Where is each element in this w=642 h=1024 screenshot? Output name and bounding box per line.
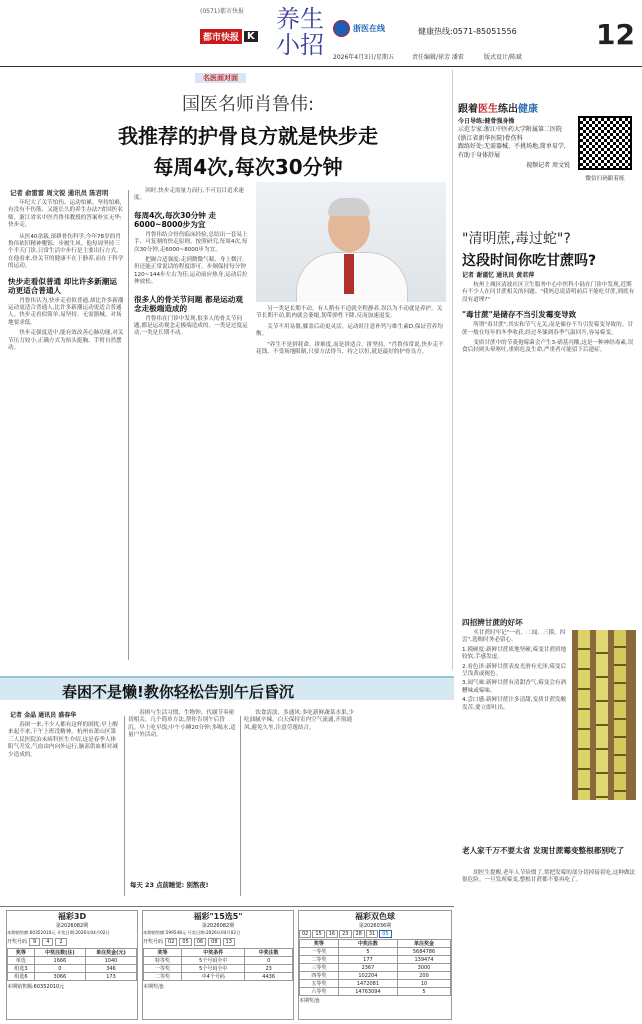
logo-k-icon: K — [244, 31, 258, 42]
paragraph: "养生不是拼耗命、拼难度,而是拼适合、拼坚持。"肖鲁伟常说,快步走不花钱、不受场地限制,只要方法得当、持之以恒,就是最好的护骨良方。 — [256, 341, 444, 356]
ball: 2 — [55, 938, 66, 946]
banner-prefix: 跟着 — [458, 104, 478, 115]
section-title-2: 小招 — [276, 31, 324, 59]
editors: 责任编辑/徐芳 潘雷 — [412, 54, 464, 61]
lottery-note: 本期奖池: — [299, 998, 321, 1004]
lottery-title: 福彩双色球 — [355, 912, 395, 921]
column-divider — [128, 190, 129, 660]
table-row: 二等奖 中4个号码 4436 — [144, 973, 293, 981]
article2-sub3: 老人家千万不要太省 发现甘蔗霉变整根都别吃了 — [462, 846, 625, 855]
lottery-box-ssq — [298, 910, 452, 1020]
tips-column — [462, 630, 568, 712]
table-row: 四等奖 102204 200 — [300, 972, 451, 980]
table-header: 奖等 — [8, 949, 35, 957]
masthead — [0, 0, 642, 68]
ball: 31 — [366, 930, 378, 938]
paragraph: 所谓"毒甘蔗",其实和节气无关,而是储存不当引发霉变导致的。甘蔗一般在每年的冬季收获,经过冬储到春季气温回升,容易霉变。 — [462, 322, 633, 336]
doctor-photo — [256, 182, 446, 302]
kicker: 名医面对面 — [195, 73, 246, 83]
table-row: 六等奖 14763094 5 — [300, 988, 451, 996]
winning-numbers: 开奖号码 02 05 06 08 13 — [143, 938, 293, 946]
sugarcane-photo — [572, 630, 636, 800]
page-number: 12 — [596, 18, 635, 51]
table-header: 单注奖金 — [398, 940, 451, 948]
intro-paragraph: 年纪大了关节怕伤、运动怕累、坚持怕难,有没有不伤筋、又能长久的养生办法?省国医名师、浙江省名中医肖鲁伟教授的答案朴实无华:快步走。 — [8, 200, 123, 229]
headline-line-2: 我推荐的护骨良方就是快步走 — [118, 124, 378, 148]
prize-table — [299, 939, 451, 996]
paragraph: 肖鲁伟在门诊中发现,很多人的骨关节问题,都是运动观念走极端造成的。一类是过度运动,一类是长期不动。 — [134, 315, 248, 337]
logo-block — [200, 6, 270, 50]
section-title — [276, 6, 324, 58]
table-row: 特等奖 5个号码全中 0 — [144, 957, 293, 965]
sidebar-lines — [458, 118, 570, 170]
paragraph: 把握合适强度:走到微微气喘、身上微汗,但还能正常说话的程度即可。步频保持每分钟120~144步左右为佳,运动前应热身,运动后拉伸放松。 — [134, 257, 248, 286]
article2-headline-2: 这段时间你吃甘蔗吗? — [462, 253, 597, 269]
masthead-rule — [0, 66, 642, 67]
subheading: 快步走看似普通 却比许多新潮运动更适合普通人 — [8, 276, 117, 295]
sugarcane-stalk — [614, 630, 626, 800]
paragraph: 变质甘蔗中的节菱孢霉菌会产生3-硝基丙酸,这是一种神经毒素,误食后轻则头晕呕吐,重则危及生命,严重者可能留下后遗症。 — [462, 340, 634, 354]
headline-line-3: 每周4次,每次30分钟 — [153, 155, 343, 179]
banner-health: 健康 — [518, 104, 538, 115]
table-row: 二等奖 177 139474 — [300, 956, 451, 964]
sidebar-banner — [458, 100, 636, 115]
lottery-box-15x5 — [142, 910, 294, 1020]
qr-code[interactable] — [578, 116, 632, 170]
article3-col-3: 饮食清淡、多通风:多吃新鲜蔬菜水果,少吃油腻辛辣。白天保持室内空气流通,开窗通风,避免久坐,注意劳逸结合。 — [244, 710, 354, 731]
article3-col-1: 春困一来,不少人都有这样的困扰:早上醒来起不来,下午上班没精神。杭州市萧山区第三人民医院治未病科医生介绍,这是春季人体阳气升发,气血由内向外运行,脑部供血相对减少造成的。 — [8, 722, 118, 758]
main-col-3 — [256, 306, 446, 356]
partner-name: 浙医在线 — [353, 24, 385, 33]
lottery-title: 福彩"15选5" — [193, 912, 243, 921]
main-headline — [58, 90, 438, 180]
article3-tip — [130, 880, 209, 889]
article3-col-2: 春困与生活习惯、生物钟、代谢节奏密切相关。几个简单方法,帮你告别午后昏沉。早上吃早饭;中午小睡20分钟;多喝水,适量户外活动。 — [128, 710, 236, 739]
column-divider — [124, 716, 125, 896]
lottery-note: 本期销售额:60352010元 — [7, 984, 65, 990]
table-header: 中奖注数(注) — [34, 949, 85, 957]
article3-headline: 春困不是懒!教你轻松告别午后昏沉 — [62, 683, 294, 701]
tip: 3.闻气味:新鲜甘蔗有清甜香气,霉变会有酒糟味或霉味。 — [462, 680, 567, 694]
paragraph: 杭州上城区清波社区卫生服务中心中医科小陆在门诊中发现,近期有不少人在问甘蔗相关的问题。"我妈总说清明前后不能吃甘蔗,到底有没有道理?" — [462, 282, 635, 303]
paragraph: 快步走强度适中,能有效改善心肺功能,对关节压力较小,正确方式为抬头挺胸、手臂自然摆动。 — [8, 330, 124, 352]
section-title-1: 养生 — [276, 5, 324, 33]
lottery-note: 本期奖池: — [143, 984, 165, 990]
subheading: "毒甘蔗"是储存不当引发霉变导致 — [462, 310, 577, 320]
partner-emblem-icon — [333, 20, 350, 37]
partner-logo — [333, 20, 385, 37]
banner-doctor: 医生 — [478, 104, 498, 115]
table-header: 奖等 — [144, 949, 182, 957]
table-header: 中奖条件 — [182, 949, 245, 957]
article3-byline: 记者 金晶 通讯员 盛春华 — [10, 712, 77, 719]
ball-blue: 05 — [379, 930, 391, 938]
ball: 02 — [165, 938, 177, 946]
article3-headline-bar — [0, 676, 454, 700]
tip-time-text: 别熬夜! — [186, 881, 209, 889]
paragraph: 关节不用易僵,膝盖后动更灵活。运动时注意补钙与维生素D,保证营养均衡。 — [256, 323, 443, 338]
article2-headline — [462, 228, 640, 270]
article2-headline-1: "清明蔗,毒过蛇"? — [462, 231, 571, 247]
table-header: 奖等 — [300, 940, 339, 948]
ball: 4 — [42, 938, 53, 946]
ball: 02 — [299, 930, 311, 938]
sidebar-box — [458, 100, 636, 220]
lottery-sales: 本期销售额:599548元 开奖日期:2026年04月02日 — [143, 930, 241, 936]
designer: 版式设计/陈斌 — [484, 54, 523, 61]
prize-table — [7, 948, 137, 981]
table-row: 单选 1666 1040 — [8, 957, 137, 965]
table-header: 中奖注数 — [338, 940, 397, 948]
ball: 16 — [326, 930, 338, 938]
tip: 4.尝口感:新鲜甘蔗汁多清甜,变质甘蔗发酸发苦,要立即吐出。 — [462, 697, 567, 711]
main-col-2 — [134, 188, 248, 338]
doctor-hair — [328, 198, 370, 216]
table-row: 三等奖 2367 3000 — [300, 964, 451, 972]
article2-byline: 记者 谢谨忆 通讯员 黄君萍 — [462, 272, 535, 279]
article2-closing: 胡医生提醒,老年人节俭惯了,常把发霉的部分切掉接着吃,这种做法很危险。一旦发现霉变,整根甘蔗都不要再吃了。 — [462, 870, 636, 884]
sugarcane-stalk — [596, 630, 608, 800]
winning-numbers: 开奖号码 9 4 2 — [7, 938, 137, 946]
table-header: 中奖注数 — [245, 949, 293, 957]
logo-top-text: (0571)都市快报 — [200, 8, 244, 15]
sidebar-line: 视频记者 周文锐 — [526, 162, 570, 170]
sidebar-line: 示范专家:浙江中医药大学附属第二医院(浙江省新华医院)骨伤科 — [458, 126, 563, 142]
prize-table — [143, 948, 293, 981]
table-row: 组选3 0 346 — [8, 965, 137, 973]
byline: 记者 俞雷雷 周文锐 通讯员 陈君明 — [10, 189, 109, 197]
tip: 1.摸硬度:新鲜甘蔗质地坚硬,霉变甘蔗质地较软,手感发虚。 — [462, 646, 567, 661]
lottery-sales: 本期销售额:60352010元 开奖日期:2026年04月02日 — [7, 930, 110, 936]
ball: 15 — [312, 930, 324, 938]
column-divider — [240, 716, 241, 896]
sidebar-line: 今日导练:健骨强身操 — [458, 118, 515, 125]
ball: 28 — [353, 930, 365, 938]
banner-mid: 练出 — [498, 104, 518, 115]
paragraph: 肖鲁伟结合骨伤临床经验,总结出一套易上手、可复制的快走原则。按照研究,每周4次,每次30分钟,走6000~8000步为宜。 — [134, 231, 248, 253]
lottery-issue: 第2026082期 — [55, 923, 89, 929]
date-line: 2026年4月3日/星期五 — [333, 54, 394, 61]
article2-body — [462, 282, 636, 355]
article2-sub2: 四招辨甘蔗的好坏 — [462, 618, 523, 627]
paragraph: 回时,快步走需量力而行,不可盲目追求速度。 — [134, 188, 244, 202]
tip-time: 每天 23 点前睡觉: — [130, 881, 185, 889]
paragraph: 从医40余载,深耕骨伤科学,今年78岁的肖鲁伟依旧精神矍铄、步履生风。他每周坚持三个半天门诊,日常生活中步行是主要出行方式。在他看来,骨关节的健康不在于静养,而在于科学的运动。 — [8, 233, 124, 270]
ball: 9 — [29, 938, 40, 946]
lottery-box-3d — [6, 910, 138, 1020]
paragraph: 肖鲁伟认为,快步走看似普通,却比许多新潮运动更适合普通人,比许多新潮运动更适合普通人。快步走看似简单,易坚持、无需器械、对场地要求低。 — [8, 297, 124, 326]
paragraph: 买甘蔗时牢记"一看、二闻、三摸、四尝",选购时务必留心。 — [462, 630, 566, 644]
subheading: 每周4次,每次30分钟 走6000~8000步为宜 — [134, 210, 217, 229]
table-row: 五等奖 1472081 10 — [300, 980, 451, 988]
sidebar-line: 跟练好处:无需器械、不挑场地,简单易学,有助于身体舒展 — [458, 143, 566, 159]
doctor-tie — [344, 254, 354, 294]
paragraph: 另一类是长期不动。有人稍有不适就全程静养,误以为不动就是养护。关节长期不动,肌肉就会萎缩,韧带弹性下降,反而加速退变。 — [256, 306, 443, 320]
lottery-title: 福彩3D — [57, 912, 87, 921]
headline-line-1: 国医名师肖鲁伟: — [181, 94, 315, 115]
lottery-issue: 第2026082期 — [201, 923, 235, 929]
table-row: 组选6 3066 173 — [8, 973, 137, 981]
ball: 08 — [208, 938, 220, 946]
main-col-1 — [8, 200, 124, 353]
hotline: 健康热线:0571-85051556 — [418, 27, 517, 36]
winning-numbers — [299, 930, 451, 938]
lottery-issue: 第2026036期 — [358, 923, 392, 929]
qr-caption: 微信扫码跟着练 — [585, 176, 625, 182]
ball: 05 — [179, 938, 191, 946]
table-header: 单注奖金(元) — [85, 949, 136, 957]
newspaper-logo: 都市快报 — [200, 29, 242, 44]
table-row: 一等奖 5个号码全中 23 — [144, 965, 293, 973]
sugarcane-stalk — [578, 630, 590, 800]
ball: 23 — [339, 930, 351, 938]
tip: 2.看色泽:新鲜甘蔗表皮光滑有光泽,霉变后呈浅黄或褐色。 — [462, 663, 567, 678]
lottery-top-rule — [0, 906, 454, 907]
main-right-divider — [452, 70, 453, 670]
table-row: 一等奖 5 5684786 — [300, 948, 451, 956]
ball: 13 — [223, 938, 235, 946]
subheading: 很多人的骨关节问题 都是运动观念走极端造成的 — [134, 294, 243, 313]
ball: 06 — [194, 938, 206, 946]
